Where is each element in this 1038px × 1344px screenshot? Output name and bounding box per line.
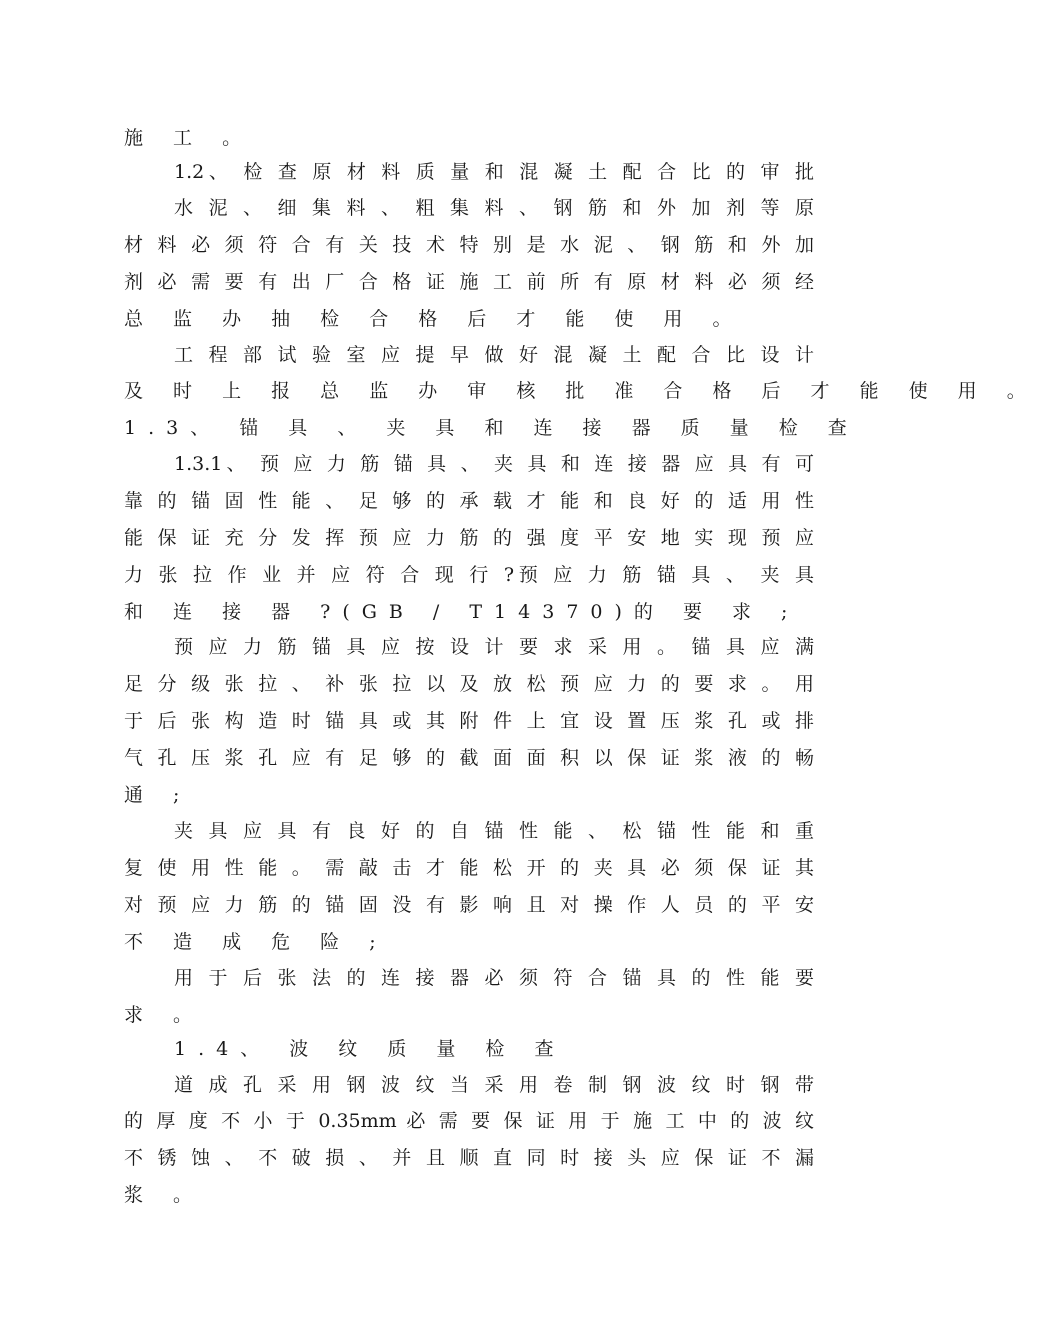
- text-line: 靠 的 锚 固 性 能 、 足 够 的 承 载 才 能 和 良 好 的 适 用 性: [124, 490, 814, 512]
- section-heading: 1.4、 波 纹 质 量 检 查: [174, 1038, 566, 1060]
- text-line: 材 料 必 须 符 合 有 关 技 术 特 别 是 水 泥 、 钢 筋 和 外 加: [124, 234, 814, 256]
- section-heading: 1.3、 锚 具 、 夹 具 和 连 接 器 质 量 检 查: [124, 417, 859, 439]
- text-line: 足 分 级 张 拉 、 补 张 拉 以 及 放 松 预 应 力 的 要 求 。 用: [124, 673, 814, 695]
- text-line: 道 成 孔 采 用 钢 波 纹 当 采 用 卷 制 钢 波 纹 时 钢 带: [174, 1074, 814, 1096]
- subsection-heading: 1.3.1、 预 应 力 筋 锚 具 、 夹 具 和 连 接 器 应 具 有 可: [174, 453, 814, 475]
- text-line: 能 保 证 充 分 发 挥 预 应 力 筋 的 强 度 平 安 地 实 现 预 应: [124, 527, 814, 549]
- text-line: 对 预 应 力 筋 的 锚 固 没 有 影 响 且 对 操 作 人 员 的 平 安: [124, 894, 814, 916]
- text-line: 于 后 张 构 造 时 锚 具 或 其 附 件 上 宜 设 置 压 浆 孔 或 排: [124, 710, 814, 732]
- text-line: 通 ;: [124, 784, 192, 806]
- text-line: 不 造 成 危 险 ;: [124, 931, 388, 953]
- text-line: 及 时 上 报 总 监 办 审 核 批 准 合 格 后 才 能 使 用 。: [124, 380, 1038, 402]
- text-line: 和 连 接 器 ?(GB / T14370)的 要 求 ;: [124, 601, 800, 623]
- text-line: 夹 具 应 具 有 良 好 的 自 锚 性 能 、 松 锚 性 能 和 重: [174, 820, 814, 842]
- text-line: 不 锈 蚀 、 不 破 损 、 并 且 顺 直 同 时 接 头 应 保 证 不 漏: [124, 1147, 814, 1169]
- text-line: 浆 。: [124, 1184, 205, 1206]
- text-line: 施 工 。: [124, 127, 254, 149]
- text-line: 复 使 用 性 能 。 需 敲 击 才 能 松 开 的 夹 具 必 须 保 证 其: [124, 857, 814, 879]
- text-line: 求 。: [124, 1004, 205, 1026]
- text-line: 水 泥 、 细 集 料 、 粗 集 料 、 钢 筋 和 外 加 剂 等 原: [174, 197, 814, 219]
- text-line: 用 于 后 张 法 的 连 接 器 必 须 符 合 锚 具 的 性 能 要: [174, 967, 814, 989]
- section-heading: 1.2、 检 查 原 材 料 质 量 和 混 凝 土 配 合 比 的 审 批: [174, 161, 814, 183]
- text-line: 总 监 办 抽 检 合 格 后 才 能 使 用 。: [124, 308, 744, 330]
- text-line: 力 张 拉 作 业 并 应 符 合 现 行 ?预 应 力 筋 锚 具 、 夹 具: [124, 564, 814, 586]
- text-line: 的 厚 度 不 小 于 0.35mm 必 需 要 保 证 用 于 施 工 中 的 波 纹: [124, 1110, 814, 1132]
- text-line: 剂 必 需 要 有 出 厂 合 格 证 施 工 前 所 有 原 材 料 必 须 经: [124, 271, 814, 293]
- text-line: 工 程 部 试 验 室 应 提 早 做 好 混 凝 土 配 合 比 设 计: [174, 344, 814, 366]
- text-line: 气 孔 压 浆 孔 应 有 足 够 的 截 面 面 积 以 保 证 浆 液 的 畅: [124, 747, 814, 769]
- text-line: 预 应 力 筋 锚 具 应 按 设 计 要 求 采 用 。 锚 具 应 满: [174, 636, 814, 658]
